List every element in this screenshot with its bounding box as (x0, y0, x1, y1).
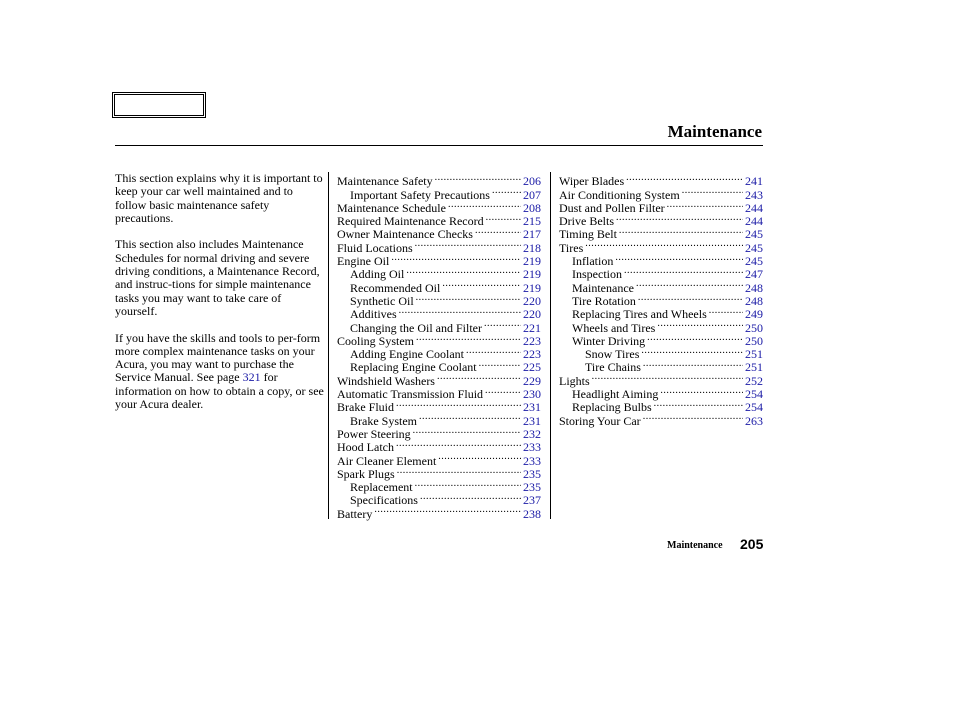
toc-leader-dots (415, 478, 521, 491)
toc-entry[interactable] (559, 305, 763, 322)
toc-entry-page-link[interactable]: 235 (523, 466, 541, 481)
toc-entry-page-link[interactable]: 251 (745, 360, 763, 375)
toc-leader-dots (486, 212, 521, 225)
toc-leader-dots (647, 332, 743, 345)
toc-entry[interactable] (559, 172, 763, 189)
toc-entry-page-link[interactable]: 245 (745, 254, 763, 269)
toc-entry-label: Snow Tires (585, 347, 640, 362)
toc-entry-page-link[interactable]: 232 (523, 426, 541, 441)
toc-entry[interactable] (337, 172, 541, 189)
toc-leader-dots (492, 185, 521, 198)
toc-entry-label: Owner Maintenance Checks (337, 227, 473, 242)
title-rule (115, 145, 763, 146)
toc-entry-label: Replacement (350, 480, 413, 495)
toc-entry-page-link[interactable]: 207 (523, 187, 541, 202)
toc-entry-page-link[interactable]: 217 (523, 227, 541, 242)
toc-entry[interactable] (337, 318, 541, 335)
toc-entry-page-link[interactable]: 208 (523, 200, 541, 215)
toc-column-2 (559, 172, 763, 428)
toc-leader-dots (475, 225, 521, 238)
toc-entry-label: Drive Belts (559, 214, 614, 229)
toc-entry[interactable] (337, 185, 541, 202)
toc-entry[interactable] (559, 265, 763, 282)
toc-leader-dots (406, 265, 521, 278)
toc-entry-page-link[interactable]: 218 (523, 240, 541, 255)
toc-leader-dots (415, 238, 521, 251)
toc-entry-page-link[interactable]: 245 (745, 227, 763, 242)
toc-entry[interactable] (559, 398, 763, 415)
toc-entry-page-link[interactable]: 229 (523, 373, 541, 388)
toc-leader-dots (615, 252, 743, 265)
toc-entry[interactable] (559, 238, 763, 255)
toc-entry-page-link[interactable]: 254 (745, 400, 763, 415)
column-divider-1 (328, 172, 329, 519)
toc-entry[interactable] (337, 238, 541, 255)
toc-entry[interactable] (337, 305, 541, 322)
toc-entry-label: Winter Driving (572, 333, 646, 348)
toc-entry[interactable] (337, 478, 541, 495)
toc-entry[interactable] (337, 292, 541, 308)
toc-entry-label: Adding Oil (350, 267, 405, 282)
toc-entry[interactable] (337, 504, 541, 521)
toc-entry[interactable] (337, 398, 541, 415)
toc-leader-dots (396, 438, 521, 451)
toc-entry-label: Cooling System (337, 333, 415, 348)
toc-leader-dots (416, 332, 521, 345)
toc-leader-dots (667, 199, 743, 212)
toc-entry[interactable] (559, 318, 763, 335)
toc-entry-page-link[interactable]: 250 (745, 320, 763, 335)
toc-entry[interactable] (559, 332, 763, 348)
toc-leader-dots (643, 411, 743, 424)
toc-entry-page-link[interactable]: 247 (745, 267, 763, 282)
toc-entry-page-link[interactable]: 219 (523, 267, 541, 282)
toc-entry-page-link[interactable]: 251 (745, 347, 763, 362)
toc-leader-dots (438, 451, 521, 464)
toc-entry[interactable] (337, 465, 541, 481)
toc-entry-page-link[interactable]: 219 (523, 280, 541, 295)
toc-leader-dots (437, 371, 521, 384)
toc-entry[interactable] (559, 212, 763, 229)
toc-entry-label: Required Maintenance Record (337, 214, 484, 229)
toc-leader-dots (636, 278, 743, 291)
toc-entry[interactable] (337, 411, 541, 428)
toc-entry-label: Fluid Locations (337, 240, 413, 255)
toc-entry-page-link[interactable]: 254 (745, 387, 763, 402)
toc-entry-page-link[interactable]: 263 (745, 413, 763, 428)
intro-paragraph-3: If you have the skills and tools to per-form more complex maintenance tasks on your Acura, you may want to purchase the Service Manual. See page 321 for information on how to obtain a copy, or see your Acura dealer. (115, 330, 324, 412)
toc-entry-label: Windshield Washers (337, 373, 435, 388)
toc-entry-label: Air Conditioning System (559, 187, 680, 202)
toc-leader-dots (626, 172, 743, 185)
toc-entry-page-link[interactable]: 245 (745, 240, 763, 255)
toc-entry[interactable] (337, 358, 541, 375)
toc-entry[interactable] (559, 411, 763, 428)
toc-leader-dots (420, 491, 521, 504)
toc-entry-label: Replacing Engine Coolant (350, 360, 477, 375)
toc-entry-page-link[interactable]: 220 (523, 307, 541, 322)
toc-entry-page-link[interactable]: 243 (745, 187, 763, 202)
toc-leader-dots (643, 358, 743, 371)
toc-leader-dots (448, 199, 521, 212)
toc-entry-label: Changing the Oil and Filter (350, 320, 482, 335)
toc-column-1 (337, 172, 541, 521)
toc-entry[interactable] (559, 199, 763, 215)
toc-leader-dots (709, 305, 743, 318)
toc-entry-label: Automatic Transmission Fluid (337, 387, 484, 402)
toc-entry[interactable] (337, 385, 541, 402)
toc-entry-page-link[interactable]: 223 (523, 333, 541, 348)
toc-entry-label: Brake System (350, 413, 417, 428)
toc-leader-dots (619, 225, 743, 238)
toc-entry[interactable] (559, 371, 763, 388)
toc-leader-dots (682, 185, 743, 198)
toc-entry-page-link[interactable]: 238 (523, 506, 541, 521)
toc-leader-dots (660, 385, 743, 398)
toc-entry[interactable] (337, 438, 541, 455)
toc-entry-page-link[interactable]: 231 (523, 400, 541, 415)
toc-entry-label: Replacing Bulbs (572, 400, 652, 415)
footer-section-label: Maintenance (667, 540, 723, 551)
toc-entry-label: Maintenance (572, 280, 634, 295)
toc-entry-label: Engine Oil (337, 254, 390, 269)
toc-entry-label: Tire Rotation (572, 293, 636, 308)
toc-entry-label: Important Safety Precautions (350, 187, 490, 202)
toc-entry[interactable] (559, 225, 763, 242)
toc-entry-label: Power Steering (337, 426, 411, 441)
toc-entry-page-link[interactable]: 231 (523, 413, 541, 428)
toc-leader-dots (657, 318, 743, 331)
toc-entry-label: Lights (559, 373, 590, 388)
toc-entry-label: Inspection (572, 267, 622, 282)
toc-entry-label: Brake Fluid (337, 400, 394, 415)
toc-entry-label: Maintenance Schedule (337, 200, 446, 215)
toc-entry[interactable] (337, 345, 541, 362)
toc-entry-page-link[interactable]: 248 (745, 280, 763, 295)
toc-entry-label: Battery (337, 506, 373, 521)
toc-entry-page-link[interactable]: 221 (523, 320, 541, 335)
toc-leader-dots (435, 172, 521, 185)
toc-leader-dots (654, 398, 743, 411)
toc-entry-label: Tire Chains (585, 360, 641, 375)
toc-entry-page-link[interactable]: 237 (523, 493, 541, 508)
toc-entry-page-link[interactable]: 233 (523, 440, 541, 455)
toc-entry[interactable] (337, 451, 541, 468)
toc-entry[interactable] (559, 358, 763, 375)
toc-entry-label: Recommended Oil (350, 280, 441, 295)
toc-leader-dots (479, 358, 521, 371)
toc-entry[interactable] (337, 212, 541, 229)
toc-entry-label: Wheels and Tires (572, 320, 656, 335)
toc-entry[interactable] (337, 199, 541, 215)
toc-leader-dots (485, 385, 521, 398)
intro-paragraph-2: This section also includes Maintenance Schedules for normal driving and severe driving conditions, a Maintenance Record, and instruc-tions for simple maintenance tasks you may want to take care of yourself. (115, 237, 320, 318)
toc-entry[interactable] (559, 385, 763, 402)
toc-entry-label: Specifications (350, 493, 418, 508)
toc-entry[interactable] (337, 252, 541, 269)
toc-entry[interactable] (559, 345, 763, 362)
toc-entry-page-link[interactable]: 230 (523, 387, 541, 402)
footer-page-number: 205 (740, 536, 764, 552)
toc-entry[interactable] (337, 371, 541, 388)
toc-leader-dots (466, 345, 521, 358)
toc-entry-label: Timing Belt (559, 227, 617, 242)
toc-entry-label: Maintenance Safety (337, 174, 433, 189)
toc-leader-dots (399, 305, 521, 318)
toc-entry[interactable] (559, 292, 763, 308)
toc-entry-page-link[interactable]: 244 (745, 214, 763, 229)
toc-entry-label: Dust and Pollen Filter (559, 200, 665, 215)
intro-text (115, 172, 325, 425)
service-manual-page-link[interactable]: 321 (242, 370, 261, 385)
toc-entry[interactable] (337, 332, 541, 348)
toc-entry-label: Tires (559, 240, 584, 255)
toc-entry[interactable] (337, 278, 541, 295)
toc-leader-dots (484, 318, 521, 331)
toc-entry-label: Air Cleaner Element (337, 453, 437, 468)
toc-entry-page-link[interactable]: 252 (745, 373, 763, 388)
toc-leader-dots (413, 425, 521, 438)
toc-entry-label: Inflation (572, 254, 614, 269)
toc-entry-page-link[interactable]: 219 (523, 254, 541, 269)
toc-entry-page-link[interactable]: 223 (523, 347, 541, 362)
toc-entry-label: Synthetic Oil (350, 293, 414, 308)
toc-leader-dots (585, 238, 743, 251)
toc-entry[interactable] (559, 278, 763, 295)
toc-entry-page-link[interactable]: 250 (745, 333, 763, 348)
toc-leader-dots (624, 265, 743, 278)
toc-entry-page-link[interactable]: 241 (745, 174, 763, 189)
toc-entry-page-link[interactable]: 215 (523, 214, 541, 229)
toc-leader-dots (638, 292, 743, 305)
column-divider-2 (550, 172, 551, 519)
toc-leader-dots (391, 252, 521, 265)
toc-leader-dots (397, 465, 521, 478)
section-tab-box (112, 92, 206, 118)
toc-entry[interactable] (559, 185, 763, 202)
toc-leader-dots (641, 345, 743, 358)
toc-leader-dots (374, 504, 521, 517)
toc-leader-dots (416, 292, 521, 305)
toc-entry-label: Spark Plugs (337, 466, 395, 481)
toc-entry-label: Adding Engine Coolant (350, 347, 464, 362)
toc-entry-page-link[interactable]: 225 (523, 360, 541, 375)
toc-entry-page-link[interactable]: 220 (523, 293, 541, 308)
toc-entry-page-link[interactable]: 233 (523, 453, 541, 468)
toc-entry-label: Headlight Aiming (572, 387, 659, 402)
toc-entry[interactable] (337, 225, 541, 242)
toc-leader-dots (419, 411, 521, 424)
toc-entry-page-link[interactable]: 235 (523, 480, 541, 495)
toc-entry[interactable] (337, 425, 541, 441)
toc-entry-label: Storing Your Car (559, 413, 641, 428)
toc-entry-page-link[interactable]: 249 (745, 307, 763, 322)
toc-entry[interactable] (337, 265, 541, 282)
toc-entry-label: Replacing Tires and Wheels (572, 307, 707, 322)
toc-leader-dots (616, 212, 743, 225)
toc-leader-dots (592, 371, 743, 384)
intro-paragraph-1: This section explains why it is important to keep your car well maintained and to follow basic maintenance safety precautions. (115, 171, 323, 225)
toc-leader-dots (442, 278, 521, 291)
toc-entry-label: Wiper Blades (559, 174, 625, 189)
toc-leader-dots (396, 398, 521, 411)
page-title: Maintenance (667, 122, 762, 141)
toc-entry[interactable] (337, 491, 541, 508)
toc-entry-label: Additives (350, 307, 397, 322)
toc-entry-page-link[interactable]: 248 (745, 293, 763, 308)
toc-entry-label: Hood Latch (337, 440, 394, 455)
toc-entry[interactable] (559, 252, 763, 269)
toc-entry-page-link[interactable]: 206 (523, 174, 541, 189)
toc-entry-page-link[interactable]: 244 (745, 200, 763, 215)
